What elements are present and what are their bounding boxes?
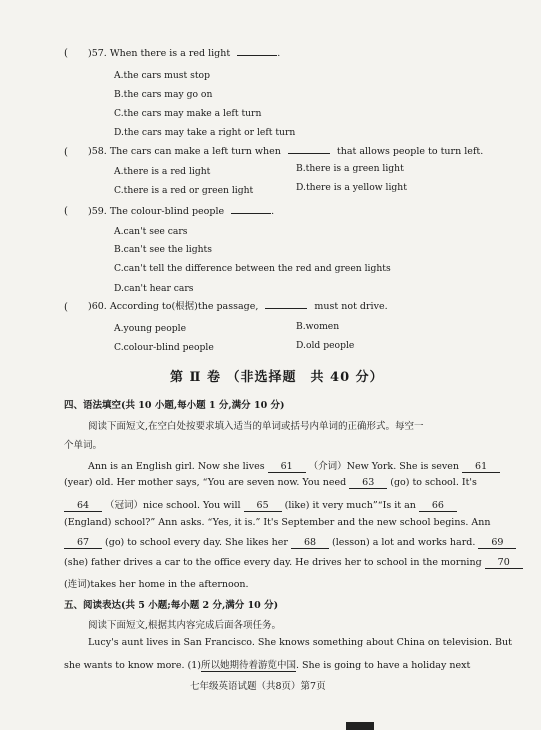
instruction-text: 个单词。 bbox=[64, 440, 103, 451]
passage-line bbox=[64, 657, 470, 671]
option-d: D.the cars may take a right or left turn bbox=[114, 127, 296, 138]
section-heading: 五、阅读表达(共 5 小题;每小题 2 分,满分 10 分) bbox=[64, 600, 279, 611]
option-c: C.colour-blind people bbox=[114, 342, 214, 353]
answer-paren: ( bbox=[64, 147, 68, 158]
option-a: A.there is a red light bbox=[114, 166, 211, 177]
passage-text: . She is going to have a holiday next bbox=[295, 660, 471, 671]
option-b: B.there is a green light bbox=[296, 163, 404, 174]
option-b: B.women bbox=[296, 321, 340, 332]
passage-line bbox=[64, 537, 516, 549]
passage-text: Ann is an English girl. Now she lives bbox=[88, 461, 265, 472]
passage-line bbox=[64, 497, 457, 512]
instruction-text: 阅读下面短文,在空白处按要求填入适当的单词或括号内单词的正确形式。每空一 bbox=[88, 421, 424, 432]
blank-67[interactable]: 67 bbox=[64, 537, 102, 549]
part-title: 第 Ⅱ 卷 （非选择题 共 40 分） bbox=[170, 370, 384, 385]
blank-61[interactable]: 61 bbox=[268, 461, 306, 473]
blank-65[interactable]: 65 bbox=[244, 500, 282, 512]
passage-text: she wants to know more. (1) bbox=[64, 660, 201, 671]
question-tail: that allows people to turn left. bbox=[336, 146, 484, 157]
question-59 bbox=[88, 206, 274, 218]
passage-text: (like) it very much”“Is it an bbox=[284, 500, 416, 511]
question-stem: )58. The cars can make a left turn when bbox=[88, 146, 281, 157]
blank-70[interactable]: 70 bbox=[485, 557, 523, 569]
blank-62[interactable]: 61 bbox=[462, 461, 500, 473]
passage-text: (go) to school every day. She likes her bbox=[105, 537, 288, 548]
passage-line bbox=[64, 557, 523, 569]
option-c: C.the cars may make a left turn bbox=[114, 108, 262, 119]
question-60 bbox=[88, 301, 388, 313]
qr-code-icon bbox=[346, 722, 374, 730]
option-d: D.there is a yellow light bbox=[296, 182, 407, 193]
question-58 bbox=[88, 146, 483, 158]
question-tail: must not drive. bbox=[314, 301, 388, 312]
blank-63[interactable]: 63 bbox=[349, 477, 387, 489]
option-c: C.there is a red or green light bbox=[114, 185, 254, 196]
passage-text: (she) father drives a car to the office every day. He drives her to school in the morning bbox=[64, 557, 482, 568]
option-b: B.can't see the lights bbox=[114, 244, 212, 255]
blank-64[interactable]: 64 bbox=[64, 500, 102, 512]
option-b: B.the cars may go on bbox=[114, 89, 213, 100]
passage-line: (连词)takes her home in the afternoon. bbox=[64, 579, 249, 590]
question-stem: )59. The colour-blind people bbox=[88, 206, 225, 217]
option-c: C.can't tell the difference between the red and green lights bbox=[114, 263, 391, 274]
blank-66[interactable]: 66 bbox=[419, 500, 457, 512]
option-d: D.old people bbox=[296, 340, 355, 351]
passage-text: (year) old. Her mother says, “You are seven now. You need bbox=[64, 477, 347, 488]
option-a: A.can't see cars bbox=[114, 226, 188, 237]
underlined-sentence: 所以她期待着游览中国 bbox=[200, 660, 296, 671]
passage-line bbox=[88, 458, 500, 473]
blank-69[interactable]: 69 bbox=[478, 537, 516, 549]
answer-blank[interactable] bbox=[231, 213, 271, 214]
question-stem: )57. When there is a red light bbox=[88, 48, 231, 59]
answer-blank[interactable] bbox=[288, 153, 330, 154]
question-57 bbox=[88, 48, 280, 60]
passage-text: （介词）New York. She is seven bbox=[308, 461, 460, 472]
passage-line: Lucy's aunt lives in San Francisco. She knows something about China on television. But bbox=[88, 637, 512, 648]
passage-line bbox=[64, 477, 477, 489]
answer-paren: ( bbox=[64, 302, 68, 313]
passage-text: (lesson) a lot and works hard. bbox=[332, 537, 476, 548]
instruction-text: 阅读下面短文,根据其内容完成后面各项任务。 bbox=[88, 620, 282, 631]
answer-paren: ( bbox=[64, 48, 68, 59]
option-d: D.can't hear cars bbox=[114, 283, 194, 294]
passage-text: (go) to school. It's bbox=[390, 477, 477, 488]
question-stem: )60. According to(根据)the passage, bbox=[88, 301, 259, 312]
answer-blank[interactable] bbox=[237, 55, 277, 56]
option-a: A.young people bbox=[114, 323, 187, 334]
blank-68[interactable]: 68 bbox=[291, 537, 329, 549]
section-heading: 四、语法填空(共 10 小题,每小题 1 分,满分 10 分) bbox=[64, 400, 285, 411]
answer-blank[interactable] bbox=[265, 308, 307, 309]
passage-text: （冠词）nice school. You will bbox=[105, 500, 241, 511]
option-a: A.the cars must stop bbox=[114, 70, 210, 81]
punct: . bbox=[271, 206, 275, 217]
passage-line: (England) school?” Ann asks. “Yes, it is.” It's September and the new school begins. Ann bbox=[64, 517, 491, 528]
page-footer: 七年级英语试题（共8页）第7页 bbox=[190, 681, 326, 692]
answer-paren: ( bbox=[64, 206, 68, 217]
punct: . bbox=[277, 48, 281, 59]
